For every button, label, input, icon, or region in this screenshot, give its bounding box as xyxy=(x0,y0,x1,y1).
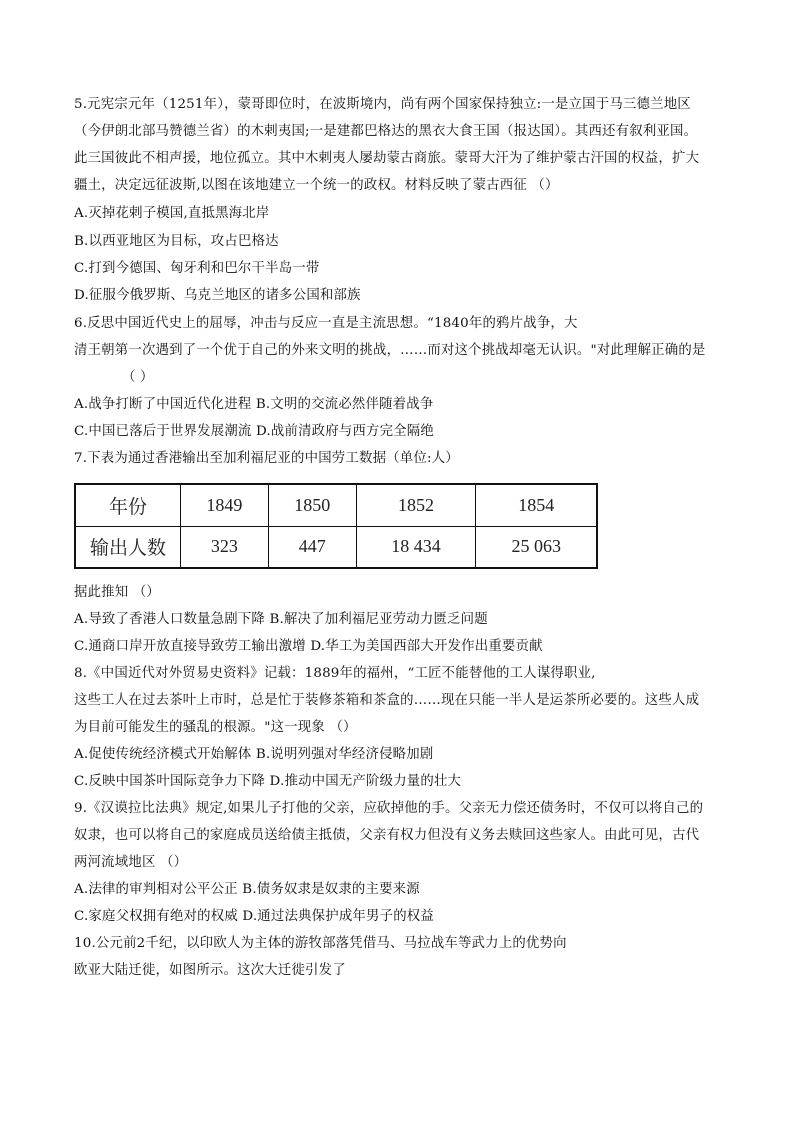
q7-options-ab: A.导致了香港人口数量急剧下降 B.解决了加利福尼亚劳动力匮乏问题 xyxy=(74,612,488,627)
q8-stem-line-1: 8.《中国近代对外贸易史资料》记载：1889年的福州，“工匠不能替他的工人谋得职业, xyxy=(74,666,596,681)
q6-answer-blank: （ ） xyxy=(122,370,154,385)
table-cell-year: 1852 xyxy=(356,484,476,526)
q6-options-cd: C.中国已落后于世界发展潮流 D.战前清政府与西方完全隔绝 xyxy=(74,424,434,439)
q5-option-d: D.征服今俄罗斯、乌克兰地区的诸多公国和部族 xyxy=(74,288,361,303)
labor-export-table xyxy=(74,483,598,569)
q10-stem-line-1: 10.公元前2千纪，以印欧人为主体的游牧部落凭借马、马拉战车等武力上的优势向 xyxy=(74,936,567,951)
table-cell-count: 18 434 xyxy=(356,526,476,568)
table-header-count: 输出人数 xyxy=(75,526,181,568)
q9-options-cd: C.家庭父权拥有绝对的权威 D.通过法典保护成年男子的权益 xyxy=(74,909,434,924)
q8-options-cd: C.反映中国茶叶国际竞争力下降 D.推动中国无产阶级力量的壮大 xyxy=(74,774,462,789)
q8-options-ab: A.促使传统经济模式开始解体 B.说明列强对华经济侵略加剧 xyxy=(74,747,434,762)
table-cell-year: 1850 xyxy=(268,484,356,526)
q9-stem-line-1: 9.《汉谟拉比法典》规定,如果儿子打他的父亲，应砍掉他的手。父亲无力偿还债务时，不仅可以将自己的 xyxy=(74,801,704,816)
q5-option-c: C.打到今德国、匈牙利和巴尔干半岛一带 xyxy=(74,261,320,276)
q5-option-b: B.以西亚地区为目标，攻占巴格达 xyxy=(74,234,279,249)
table-cell-count: 447 xyxy=(268,526,356,568)
q8-stem-line-2: 这些工人在过去茶叶上市时，总是忙于装修茶箱和茶盒的……现在只能一半人是运茶所必要的。这些人成 xyxy=(74,693,700,708)
q9-options-ab: A.法律的审判相对公平公正 B.债务奴隶是奴隶的主要来源 xyxy=(74,882,420,897)
table-row-counts xyxy=(75,526,597,568)
q7-stem: 7.下表为通过香港输出至加利福尼亚的中国劳工数据（单位:人） xyxy=(74,451,459,466)
table-cell-count: 323 xyxy=(181,526,269,568)
table-cell-year: 1849 xyxy=(181,484,269,526)
q7-options-cd: C.通商口岸开放直接导致劳工输出激增 D.华工为美国西部大开发作出重要贡献 xyxy=(74,639,543,654)
table-header-year: 年份 xyxy=(75,484,181,526)
table-cell-count: 25 063 xyxy=(476,526,597,568)
q6-stem-line-2: 清王朝第一次遇到了一个优于自己的外来文明的挑战，……而对这个挑战却毫无认识。"对此理解正确的是 xyxy=(74,343,706,358)
table-row-years xyxy=(75,484,597,526)
q9-stem-line-3: 两河流域地区 （） xyxy=(74,855,188,870)
q5-stem-line-1: 5.元宪宗元年（1251年），蒙哥即位时，在波斯境内，尚有两个国家保持独立:一是立国于马三德兰地区 xyxy=(74,97,691,112)
q6-stem-line-1: 6.反思中国近代史上的屈辱，冲击与反应一直是主流思想。“1840年的鸦片战争，大 xyxy=(74,316,578,331)
q9-stem-line-2: 奴隶，也可以将自己的家庭成员送给债主抵债，父亲有权力但没有义务去赎回这些家人。由此可见，古代 xyxy=(74,828,700,843)
q10-stem-line-2: 欧亚大陆迁徙，如图所示。这次大迁徙引发了 xyxy=(74,963,346,978)
q5-option-a: A.灭掉花剌子模国,直抵黑海北岸 xyxy=(74,206,270,221)
q8-stem-line-3: 为目前可能发生的骚乱的根源。"这一现象 （） xyxy=(74,720,357,735)
q6-options-ab: A.战争打断了中国近代化进程 B.文明的交流必然伴随着战争 xyxy=(74,397,434,412)
q5-stem-line-2: （今伊朗北部马赞德兰省）的木剌夷国;一是建都巴格达的黑衣大食王国（报达国）。其西还有叙利亚国。 xyxy=(74,124,698,139)
q5-stem-line-3: 此三国彼此不相声援，地位孤立。其中木剌夷人屡劫蒙古商旅。蒙哥大汗为了维护蒙古汗国的权益，扩大 xyxy=(74,151,700,166)
q5-stem-line-4: 疆土，决定远征波斯,以图在该地建立一个统一的政权。材料反映了蒙古西征 （） xyxy=(74,178,559,193)
table-cell-year: 1854 xyxy=(476,484,597,526)
q7-infer: 据此推知 （） xyxy=(74,585,160,600)
